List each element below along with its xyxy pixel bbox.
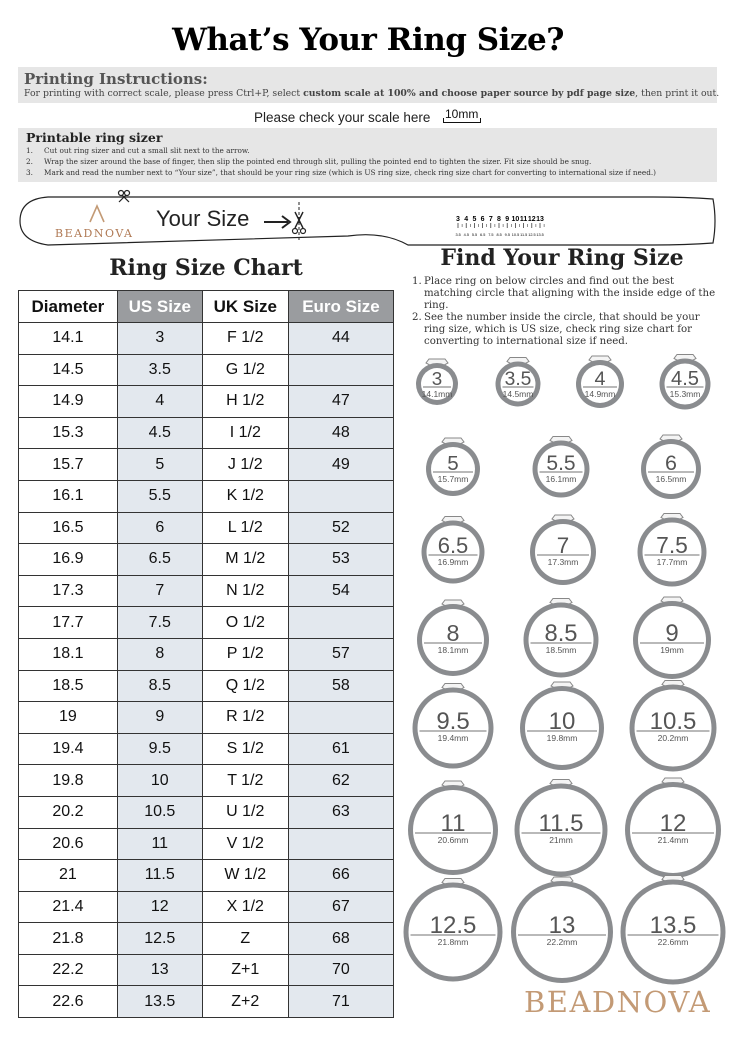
cell-us-size: 5.5 bbox=[117, 480, 202, 512]
cell-uk-size: H 1/2 bbox=[202, 386, 288, 418]
ring-mm-label: 19mm bbox=[660, 645, 684, 655]
cell-uk-size: W 1/2 bbox=[202, 860, 288, 892]
sizer-scale-minor-label: 4.5 bbox=[463, 233, 469, 237]
ring-size-label: 4 bbox=[594, 368, 606, 390]
scale-check-text: Please check your scale here bbox=[254, 110, 431, 125]
ring-circle bbox=[511, 877, 613, 983]
cell-us-size: 11 bbox=[117, 828, 202, 860]
ring-mm-label: 16.1mm bbox=[545, 474, 577, 484]
cell-diameter: 14.5 bbox=[19, 354, 118, 386]
ring-circle bbox=[426, 438, 480, 496]
cell-us-size: 7 bbox=[117, 575, 202, 607]
ring-mm-label: 17.3mm bbox=[547, 557, 579, 567]
ring-circle bbox=[638, 514, 707, 587]
ring-size-label: 6 bbox=[665, 451, 677, 475]
cell-euro-size: 62 bbox=[288, 765, 393, 797]
ring-mm-label: 16.9mm bbox=[437, 557, 469, 567]
sizer-scale bbox=[455, 216, 544, 237]
cell-euro-size: 68 bbox=[288, 923, 393, 955]
sizer-scale-minor-label: 9.5 bbox=[504, 233, 510, 237]
cell-diameter: 14.9 bbox=[19, 386, 118, 418]
ring-size-label: 11.5 bbox=[538, 810, 584, 837]
ring-mm-label: 19.8mm bbox=[546, 733, 578, 743]
cell-uk-size: M 1/2 bbox=[202, 544, 288, 576]
cell-diameter: 16.5 bbox=[19, 512, 118, 544]
cell-us-size: 8 bbox=[117, 638, 202, 670]
sizer-step: 1. Cut out ring sizer and cut a small slit next to the arrow. bbox=[26, 146, 250, 155]
ring-size-label: 8.5 bbox=[544, 620, 578, 647]
cell-uk-size: P 1/2 bbox=[202, 638, 288, 670]
ring-size-label: 12.5 bbox=[429, 912, 477, 939]
sizer-scale-major-label: 10 bbox=[511, 216, 520, 223]
cell-diameter: 22.6 bbox=[19, 986, 118, 1018]
cell-diameter: 16.9 bbox=[19, 544, 118, 576]
cell-us-size: 4.5 bbox=[117, 417, 202, 449]
sizer-scale-minor-label: 3.5 bbox=[455, 233, 461, 237]
sizer-scale-major-label: 6 bbox=[480, 216, 485, 223]
cell-us-size: 6 bbox=[117, 512, 202, 544]
sizer-scale-minor-label: 11.5 bbox=[520, 233, 528, 237]
sizer-scale-minor-label: 6.5 bbox=[480, 233, 486, 237]
cell-us-size: 7.5 bbox=[117, 607, 202, 639]
scale-check-mm: 10mm bbox=[445, 107, 479, 121]
ring-mm-label: 22.2mm bbox=[546, 937, 578, 947]
ring-circle bbox=[625, 778, 721, 878]
find-step: 1. Place ring on below circles and find out the best matching circle that aligning with the inside edge of the ring. bbox=[412, 276, 716, 311]
ring-mm-label: 21.4mm bbox=[657, 835, 689, 845]
ring-mm-label: 20.6mm bbox=[437, 835, 469, 845]
ring-circle bbox=[533, 437, 590, 498]
ring-circle bbox=[520, 682, 604, 770]
ring-size-label: 10 bbox=[548, 708, 576, 735]
cell-us-size: 11.5 bbox=[117, 860, 202, 892]
sizer-scale-major-label: 11 bbox=[519, 216, 528, 223]
find-ring-size-title: Find Your Ring Size bbox=[440, 245, 684, 271]
ring-size-label: 13 bbox=[548, 912, 576, 939]
cell-euro-size: 47 bbox=[288, 386, 393, 418]
cell-euro-size: 44 bbox=[288, 323, 393, 355]
ring-circle bbox=[408, 781, 498, 875]
cell-uk-size: R 1/2 bbox=[202, 702, 288, 734]
ring-mm-label: 16.5mm bbox=[655, 474, 687, 484]
sizer-scale-major-label: 13 bbox=[536, 216, 544, 223]
ring-circle bbox=[515, 780, 608, 877]
printing-text: For printing with correct scale, please press Ctrl+P, select custom scale at 100% and choose paper source by pdf page size, then print it out. bbox=[24, 88, 720, 99]
ring-size-label: 3.5 bbox=[504, 369, 532, 390]
cell-uk-size: U 1/2 bbox=[202, 796, 288, 828]
cell-us-size: 10.5 bbox=[117, 796, 202, 828]
cell-diameter: 15.7 bbox=[19, 449, 118, 481]
sizer-scale-major-label: 5 bbox=[472, 216, 477, 223]
cell-euro-size: 58 bbox=[288, 670, 393, 702]
cell-euro-size: 67 bbox=[288, 891, 393, 923]
sizer-scale-major-label: 3 bbox=[456, 216, 460, 223]
cell-diameter: 14.1 bbox=[19, 323, 118, 355]
cell-uk-size: Q 1/2 bbox=[202, 670, 288, 702]
cell-diameter: 18.5 bbox=[19, 670, 118, 702]
sizer-scale-major-label: 8 bbox=[497, 216, 501, 223]
ring-mm-label: 15.3mm bbox=[669, 389, 701, 399]
cell-euro-size: 61 bbox=[288, 733, 393, 765]
ring-circle bbox=[416, 359, 458, 405]
sizer-scale-major-label: 12 bbox=[527, 216, 536, 223]
ring-circle bbox=[630, 681, 717, 772]
sizer-heading: Printable ring sizer bbox=[26, 130, 163, 145]
cell-diameter: 21.4 bbox=[19, 891, 118, 923]
ring-circle bbox=[417, 600, 489, 676]
ring-mm-label: 15.7mm bbox=[437, 474, 469, 484]
find-steps bbox=[412, 276, 724, 348]
cell-euro-size: 66 bbox=[288, 860, 393, 892]
cell-uk-size: K 1/2 bbox=[202, 480, 288, 512]
ring-size-label: 12 bbox=[659, 810, 687, 837]
header-uk-size: UK Size bbox=[202, 291, 288, 323]
sizer-scale-minor-label: 8.5 bbox=[496, 233, 502, 237]
cell-us-size: 9 bbox=[117, 702, 202, 734]
cell-us-size: 10 bbox=[117, 765, 202, 797]
table-header-row bbox=[19, 291, 394, 323]
cell-uk-size: Z+1 bbox=[202, 954, 288, 986]
header-euro-size: Euro Size bbox=[288, 291, 393, 323]
cell-us-size: 13 bbox=[117, 954, 202, 986]
cell-us-size: 3.5 bbox=[117, 354, 202, 386]
cell-us-size: 8.5 bbox=[117, 670, 202, 702]
ring-circle bbox=[530, 515, 596, 585]
ring-mm-label: 14.1mm bbox=[421, 389, 453, 399]
cell-diameter: 19.4 bbox=[19, 733, 118, 765]
ring-size-label: 5.5 bbox=[546, 452, 576, 475]
cell-uk-size: Z+2 bbox=[202, 986, 288, 1018]
beadnova-logo: BEADNOVA bbox=[524, 985, 712, 1019]
sizer-scale-minor-label: 7.5 bbox=[488, 233, 494, 237]
ring-size-label: 13.5 bbox=[649, 912, 697, 939]
ring-circle bbox=[641, 435, 701, 499]
cell-uk-size: O 1/2 bbox=[202, 607, 288, 639]
cell-euro-size: 70 bbox=[288, 954, 393, 986]
ring-mm-label: 18.5mm bbox=[545, 645, 577, 655]
printing-heading: Printing Instructions: bbox=[24, 70, 208, 88]
ring-mm-label: 20.2mm bbox=[657, 733, 689, 743]
sizer-step: 2. Wrap the sizer around the base of finger, then slip the pointed end through slit, pulling the pointed end to tighten the sizer. Fit size should be snug. bbox=[26, 157, 592, 166]
ring-size-label: 9 bbox=[665, 620, 679, 647]
page-title: What’s Your Ring Size? bbox=[172, 22, 564, 58]
printable-sizer-instructions bbox=[18, 128, 717, 182]
cell-euro-size: 63 bbox=[288, 796, 393, 828]
your-size-label: Your Size bbox=[156, 206, 250, 231]
sizer-scale-minor-label: 13.5 bbox=[536, 233, 544, 237]
cell-diameter: 19 bbox=[19, 702, 118, 734]
ring-mm-label: 14.9mm bbox=[584, 389, 616, 399]
arrow-icon bbox=[264, 216, 290, 228]
cell-diameter: 17.3 bbox=[19, 575, 118, 607]
sizer-scale-minor-label: 10.5 bbox=[511, 233, 520, 237]
ring-size-label: 7.5 bbox=[656, 532, 688, 558]
ring-mm-label: 21.8mm bbox=[437, 937, 469, 947]
header-us-size: US Size bbox=[117, 291, 202, 323]
slit-scissors-icon bbox=[293, 202, 306, 242]
cell-euro-size: 57 bbox=[288, 638, 393, 670]
sizer-step: 3. Mark and read the number next to “Your size”, that should be your ring size (which is US ring size, check ring size chart for converting to international size if need.) bbox=[26, 168, 657, 177]
cell-us-size: 3 bbox=[117, 323, 202, 355]
cell-euro-size: 54 bbox=[288, 575, 393, 607]
ring-mm-label: 18.1mm bbox=[437, 645, 469, 655]
cell-uk-size: S 1/2 bbox=[202, 733, 288, 765]
cell-diameter: 20.6 bbox=[19, 828, 118, 860]
ring-size-label: 11 bbox=[440, 810, 466, 837]
ring-circle bbox=[496, 358, 541, 407]
ring-size-label: 6.5 bbox=[437, 533, 469, 558]
cell-uk-size: V 1/2 bbox=[202, 828, 288, 860]
cell-euro-size: 52 bbox=[288, 512, 393, 544]
cell-uk-size: J 1/2 bbox=[202, 449, 288, 481]
ring-size-label: 9.5 bbox=[436, 708, 470, 735]
ring-size-label: 10.5 bbox=[649, 708, 697, 735]
cell-diameter: 20.2 bbox=[19, 796, 118, 828]
cell-diameter: 21.8 bbox=[19, 923, 118, 955]
sizer-scale-minor-label: 12.5 bbox=[528, 233, 536, 237]
cell-euro-size: 49 bbox=[288, 449, 393, 481]
cell-us-size: 13.5 bbox=[117, 986, 202, 1018]
cell-uk-size: L 1/2 bbox=[202, 512, 288, 544]
ring-size-chart-title: Ring Size Chart bbox=[109, 255, 303, 281]
ring-mm-label: 21mm bbox=[549, 835, 573, 845]
scissors-icon bbox=[119, 191, 130, 203]
header-diameter: Diameter bbox=[19, 291, 118, 323]
cell-uk-size: I 1/2 bbox=[202, 417, 288, 449]
ring-circle bbox=[660, 355, 711, 410]
ring-circles bbox=[0, 340, 736, 990]
ring-circle bbox=[576, 356, 624, 408]
sizer-brand: BEADNOVA bbox=[55, 227, 134, 240]
ring-circle bbox=[621, 876, 726, 985]
cell-us-size: 12 bbox=[117, 891, 202, 923]
ring-size-label: 7 bbox=[556, 533, 570, 558]
ring-mm-label: 19.4mm bbox=[437, 733, 469, 743]
cell-diameter: 18.1 bbox=[19, 638, 118, 670]
sizer-scale-major-label: 4 bbox=[464, 216, 469, 223]
ring-circle bbox=[404, 879, 503, 982]
cell-uk-size: F 1/2 bbox=[202, 323, 288, 355]
cell-diameter: 19.8 bbox=[19, 765, 118, 797]
ring-mm-label: 14.5mm bbox=[502, 389, 534, 399]
ring-size-label: 3 bbox=[431, 368, 443, 389]
sizer-scale-minor-label: 5.5 bbox=[471, 233, 478, 237]
cell-euro-size: 53 bbox=[288, 544, 393, 576]
cell-diameter: 21 bbox=[19, 860, 118, 892]
ring-size-label: 4.5 bbox=[671, 368, 699, 390]
cell-uk-size: T 1/2 bbox=[202, 765, 288, 797]
ring-mm-label: 17.7mm bbox=[656, 557, 688, 567]
ring-size-label: 8 bbox=[446, 620, 460, 646]
cell-us-size: 9.5 bbox=[117, 733, 202, 765]
ring-mm-label: 22.6mm bbox=[657, 937, 689, 947]
scale-bar bbox=[443, 122, 481, 123]
cell-diameter: 22.2 bbox=[19, 954, 118, 986]
beadnova-logo-mark bbox=[90, 206, 104, 222]
sizer-steps bbox=[26, 145, 656, 178]
cell-uk-size: Z bbox=[202, 923, 288, 955]
cell-diameter: 17.7 bbox=[19, 607, 118, 639]
cell-euro-size: 48 bbox=[288, 417, 393, 449]
ring-size-label: 5 bbox=[447, 452, 459, 475]
ring-circle bbox=[524, 599, 599, 678]
sizer-scale-major-label: 9 bbox=[505, 216, 510, 223]
ring-circle bbox=[422, 517, 485, 584]
ring-circle bbox=[413, 684, 494, 769]
cell-uk-size: N 1/2 bbox=[202, 575, 288, 607]
cell-us-size: 12.5 bbox=[117, 923, 202, 955]
table-row bbox=[19, 986, 394, 1018]
ring-circle bbox=[633, 597, 711, 679]
cell-us-size: 5 bbox=[117, 449, 202, 481]
cell-uk-size: X 1/2 bbox=[202, 891, 288, 923]
printing-instructions bbox=[18, 67, 720, 103]
cell-uk-size: G 1/2 bbox=[202, 354, 288, 386]
cell-euro-size: 71 bbox=[288, 986, 393, 1018]
find-step: 2. See the number inside the circle, that should be your ring size, which is US size, check ring size chart for converting to international size if need. bbox=[412, 312, 700, 347]
cell-diameter: 15.3 bbox=[19, 417, 118, 449]
cell-us-size: 6.5 bbox=[117, 544, 202, 576]
sizer-scale-major-label: 7 bbox=[488, 216, 493, 223]
cell-diameter: 16.1 bbox=[19, 480, 118, 512]
cell-us-size: 4 bbox=[117, 386, 202, 418]
